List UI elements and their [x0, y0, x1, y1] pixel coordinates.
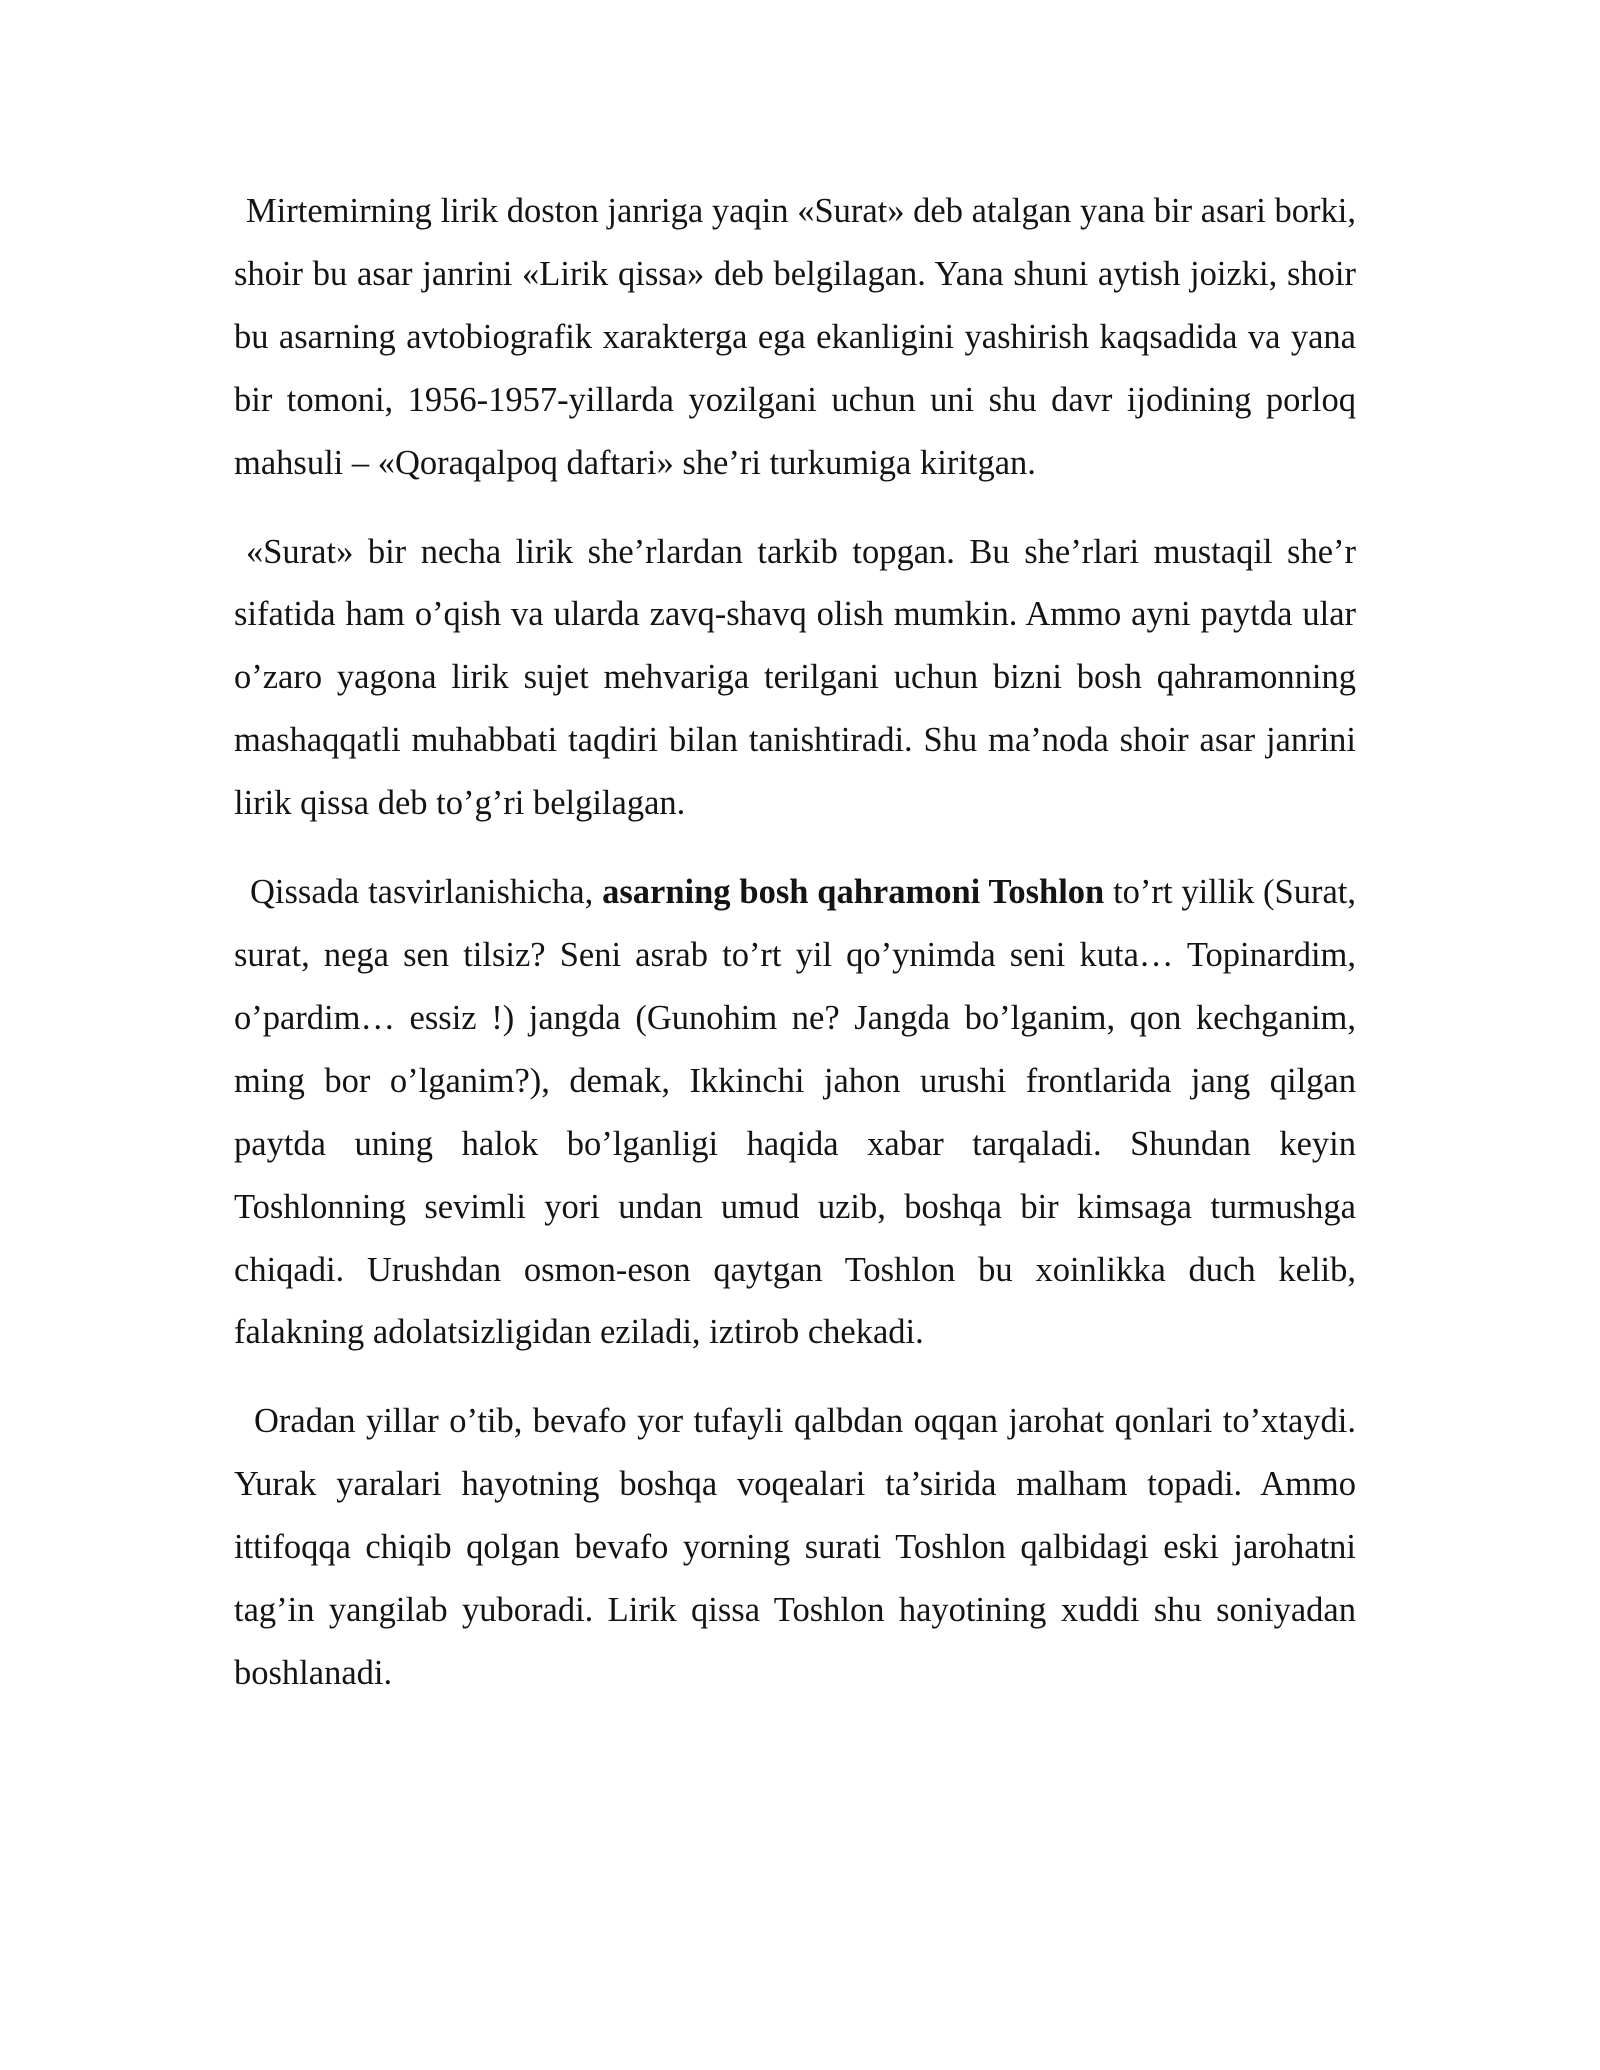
body-text [234, 180, 1356, 1731]
paragraph-3-lead-text: Qissada tasvirlanishicha, [250, 873, 603, 912]
paragraph-1-text: Mirtemirning lirik doston janriga yaqin «Surat» deb atalgan yana bir asari borki, shoir bu asar janrini «Lirik qissa» deb belgilagan. Yana shuni aytish joizki, shoir bu asarning avtobiografik xarakterga ega ekanligini yashirish kaqsadida va yana bir tomoni, 1956-1957-yillarda yozilgani uchun uni shu davr ijodining porloq mahsuli – «Qoraqalpoq daftari» she’ri turkumiga kiritgan. [234, 192, 1356, 482]
paragraph-4-text: Oradan yillar o’tib, bevafo yor tufayli qalbdan oqqan jarohat qonlari to’xtaydi. Yurak yaralari hayotning boshqa voqealari ta’sirida malham topadi. Ammo ittifoqqa chiqib qolgan bevafo yorning surati Toshlon qalbidagi eski jarohatni tag’in yangilab yuboradi. Lirik qissa Toshlon hayotining xuddi shu soniyadan boshlanadi. [234, 1402, 1356, 1692]
paragraph-3-rest-text: to’rt yillik (Surat, surat, nega sen tilsiz? Seni asrab to’rt yil qo’ynimda seni kuta… Topinardim, o’pardim… essiz !) jangda (Gunohim ne? Jangda bo’lganim, qon kechganim, ming bor o’lganim?), demak, Ikkinchi jahon urushi frontlarida jang qilgan paytda uning halok bo’lganligi haqida xabar tarqaladi. Shundan keyin Toshlonning sevimli yori undan umud uzib, boshqa bir kimsaga turmushga chiqadi. Urushdan osmon-eson qaytgan Toshlon bu xoinlikka duch kelib, falakning adolatsizligidan eziladi, iztirob chekadi. [234, 873, 1356, 1352]
paragraph-1 [234, 180, 1356, 495]
paragraph-2-text: «Surat» bir necha lirik she’rlardan tarkib topgan. Bu she’rlari mustaqil she’r sifatida ham o’qish va ularda zavq-shavq olish mumkin. Ammo ayni paytda ular o’zaro yagona lirik sujet mehvariga terilgani uchun bizni bosh qahramonning mashaqqatli muhabbati taqdiri bilan tanishtiradi. Shu ma’noda shoir asar janrini lirik qissa deb to’g’ri belgilagan. [234, 532, 1356, 823]
paragraph-4 [234, 1390, 1356, 1705]
paragraph-3 [234, 861, 1356, 1364]
paragraph-3-bold-text: asarning bosh qahramoni Toshlon [602, 873, 1105, 912]
paragraph-2 [234, 521, 1356, 836]
